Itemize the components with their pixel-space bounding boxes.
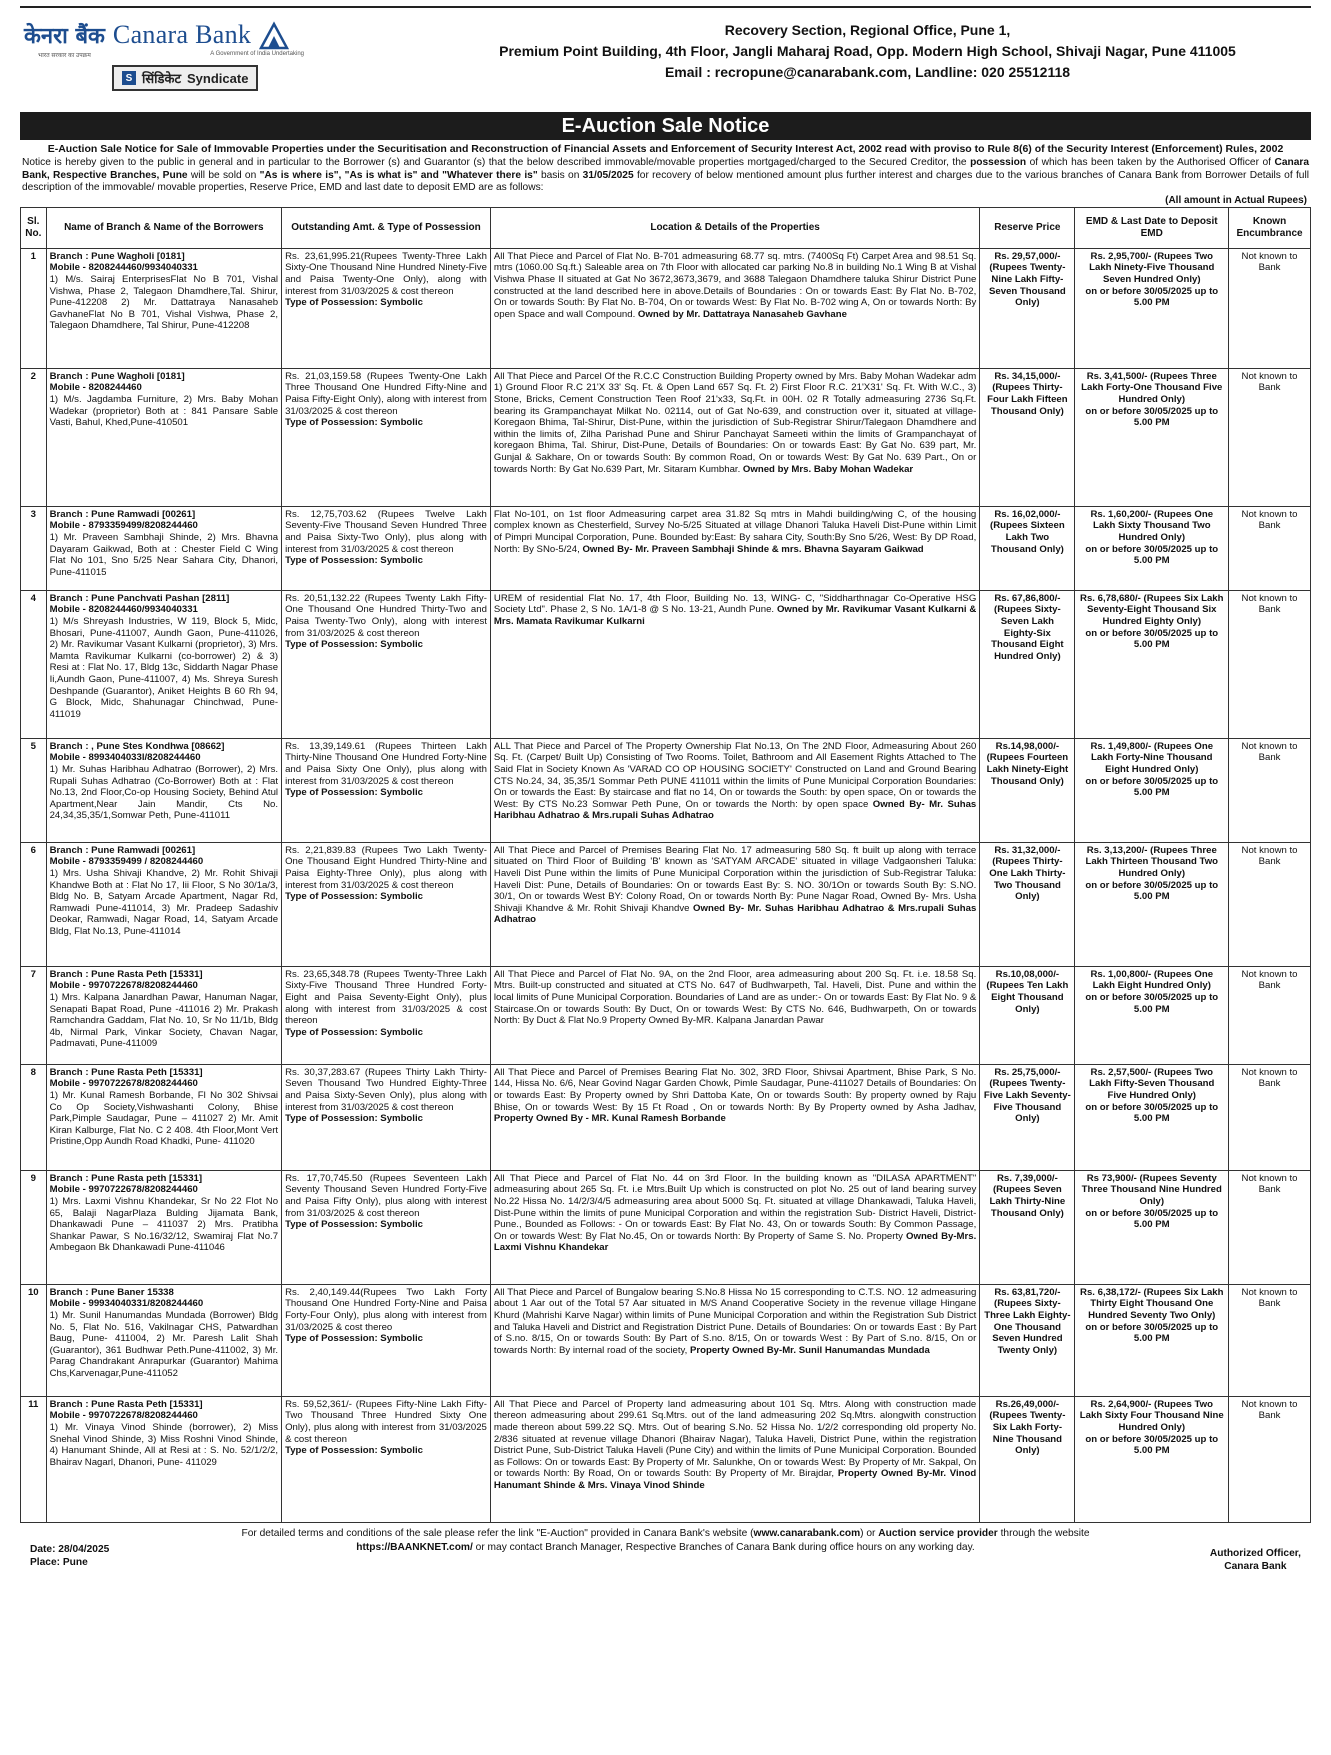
branch-name: Branch : , Pune Stes Kondhwa [08662] Mobile - 8993404033l/8208244460 — [49, 740, 225, 764]
possession-type: Type of Possession: Symbolic — [285, 1026, 423, 1038]
cell-sl: 11 — [21, 1396, 47, 1522]
outstanding-amount: Rs. 2,40,149.44(Rupees Two Lakh Forty Thousand One Hundred Forty-Nine and Paisa Forty-Four Only), plus along with interest from 31/03/2025 & cost thereo — [285, 1286, 487, 1333]
cell-reserve-price: Rs. 29,57,000/- (Rupees Twenty-Nine Lakh Fifty-Seven Thousand Only) — [980, 248, 1075, 368]
property-details: All That Piece and Parcel Of the R.C.C Construction Building Property owned by Mrs. Baby Mohan Wadekar adm 1) Ground Floor R.C 21'X 33' Sq. Ft. & Open Land 657 Sq. Ft. 2) First Floor R.C. 21'X31' Sq. Ft. With W.C., 3) Stone, Bricks, Cement Construction Teen Roof 21'x33, Sq.Ft. in 00H. 02 R Totally admeasuring 2736 Sq.Ft. bearing its Grampanchayat Milkat No. 02114, out of Gat No-639, and construction over it, situated at village-Koregaon Bhima, Tal-Shirur, Dist-Pune, within the jurisdiction of Sub-Registrar Shirur/Talegaon Dhamdhere and within the limits of, Zilha Parishad Pune and Shirur Panchayat Sameeti within the limits of Grampanchayat of koregaon Bhima, Tal. Shirur, Dist-Pune, Details of Boundaries: On or towards East: By Gat No. 639 part, Mr. Gunjal & Sakhare, On or towards South: By common Road, On or towards West: By Gat No. 639 Part., On or towards North: By Gat No.639 Part, Mr. Sitaram Kumbhar. — [493, 370, 977, 475]
borrower-details: 1) M/s. Sairaj EnterprisesFlat No B 701, Vishal Vishwa, Phase 2, Talegaon Dhamdhere,Tal. Shirur, Pune-412208 2) Mr. Dattatraya Nanasaheb GavhaneFlat No B 701, Vishal Vishwa, Phase 2, Talegaon Dhamdhere, Tal Shirur, Pune-412208 — [49, 273, 279, 332]
emd-last-date: on or before 30/05/2025 up to 5.00 PM — [1085, 405, 1219, 429]
address-line-3: Email : recropune@canarabank.com, Landline: 020 25512118 — [664, 64, 1071, 80]
cell-reserve-price: Rs. 67,86,800/- (Rupees Sixty-Seven Lakh Eighty-Six Thousand Eight Hundred Only) — [980, 590, 1075, 738]
emd-amount: Rs. 6,38,172/- (Rupees Six Lakh Thirty Eight Thousand One Hundred Seventy Two Only) — [1080, 1286, 1224, 1321]
cell-encumbrance: Not known to Bank — [1229, 842, 1311, 966]
outstanding-amount: Rs. 23,61,995.21(Rupees Twenty-Three Lakh Sixty-One Thousand Nine Hundred Ninety-Five and Paisa Twenty-One Only), along with interest from 31/03/2025 & cost thereon — [285, 250, 487, 297]
cell-branch — [46, 842, 281, 966]
table-row — [21, 1170, 1311, 1284]
borrower-details: 1) Mrs. Kalpana Janardhan Pawar, Hanuman Nagar, Senapati Bapat Road, Pune -411016 2) Mr. Prakash Ramchandra Gaddam, Flat No. 10, Sr No 11/1b, Bldg 4b, Nirmal Park, Vinkar Society, Chavan Nagar, Padmavati, Pune-411009 — [49, 991, 279, 1050]
cell-branch — [46, 966, 281, 1064]
cell-encumbrance: Not known to Bank — [1229, 506, 1311, 590]
cell-emd — [1075, 248, 1229, 368]
footer-terms: For detailed terms and conditions of the sale please refer the link "E-Auction" provided in Canara Bank's website (www.canarabank.com) or Auction service provider through the website https://BAANKNET.com/ or may contact Branch Manager, Respective Branches of Canara Bank during office hours on any working day. — [241, 1527, 1090, 1553]
property-owner: Property Owned By-Mr. Sunil Hanumandas Mundada — [689, 1344, 930, 1356]
emd-last-date: on or before 30/05/2025 up to 5.00 PM — [1085, 1433, 1219, 1457]
cell-outstanding — [282, 248, 491, 368]
header-emd: EMD & Last Date to Deposit EMD — [1075, 207, 1229, 248]
cell-branch — [46, 1064, 281, 1170]
table-row — [21, 1064, 1311, 1170]
possession-type: Type of Possession: Symbolic — [285, 1445, 423, 1457]
emd-amount: Rs. 6,78,680/- (Rupees Six Lakh Seventy-Eight Thousand Six Hundred Eighty Only) — [1080, 592, 1224, 627]
cell-branch — [46, 368, 281, 506]
branch-name: Branch : Pune Rasta Peth [15331] Mobile - 9970722678/8208244460 — [49, 1066, 203, 1090]
cell-location — [490, 966, 979, 1064]
cell-reserve-price: Rs.10,08,000/- (Rupees Ten Lakh Eight Thousand Only) — [980, 966, 1075, 1064]
cell-encumbrance: Not known to Bank — [1229, 1396, 1311, 1522]
cell-outstanding — [282, 1284, 491, 1396]
possession-type: Type of Possession: Symbolic — [285, 1113, 423, 1125]
cell-location — [490, 590, 979, 738]
branch-name: Branch : Pune Rasta Peth [15331] Mobile - 9970722678/8208244460 — [49, 968, 203, 992]
outstanding-amount: Rs. 2,21,839.83 (Rupees Two Lakh Twenty-One Thousand Eight Hundred Thirty-Nine and Paisa Eighty-Three Only), plus along with interest from 31/03/2025 & cost thereon — [285, 844, 487, 891]
bank-website-link[interactable]: www.canarabank.com — [753, 1527, 861, 1539]
possession-type: Type of Possession: Symbolic — [285, 555, 423, 567]
table-row — [21, 506, 1311, 590]
cell-emd — [1075, 738, 1229, 842]
cell-outstanding — [282, 368, 491, 506]
cell-encumbrance: Not known to Bank — [1229, 738, 1311, 842]
emd-last-date: on or before 30/05/2025 up to 5.00 PM — [1085, 285, 1219, 309]
borrower-details: 1) Mr. Sunil Hanumandas Mundada (Borrower) Bldg No. 5, Flat No. 516, Vakilnagar CHS, Patwardhan Baug, Pune- 411004, 2) Mr. Paresh Lalit Shah (Guarantor), 361 Budhwar Peth.Pune-411002, 3) Mr. Parag Chandrakant Anrapurkar (Guarantor) Mahima Chs,Karvenagar,Pune-411052 — [49, 1309, 279, 1379]
borrower-details: 1) Mr. Praveen Sambhaji Shinde, 2) Mrs. Bhavna Dayaram Gaikwad, Both at : Chester Field C Wing Flat No 101, Sno 5/25 Near Sahara City, Dhanori, Pune-411015 — [49, 531, 279, 578]
cell-location — [490, 738, 979, 842]
table-row — [21, 590, 1311, 738]
possession-type: Type of Possession: Symbolic — [285, 639, 423, 651]
property-details: All That Piece and Parcel of Property land admeasuring about 101 Sq. Mtrs. Along with construction made thereon admeasuring about 299.61 Sq.Mtrs. out of the land admeasuring 202 Sq.Mtrs. alongwith construction made thereon about 599.22 SQ. Mtrs. Out of bearing S.No. 52 Hissa No. 1/2/2 corresponding old property No. 2/836 situated at revenue village Dhanori (Bhairav Nagar), Taluka Haveli, District Pune, within the registration District Pune, Sub-District Taluka Haveli (Pune City) and within the limits of Pune Municipal Corporation. Bounded as Follows: On or towards East: By Property of Mr. Salunkhe, On or towards West: By Property of Mr. Sakpal, On or towards North: By Road, On or towards South: By Property of Mr. Birajdar, — [493, 1398, 977, 1480]
header-sl: Sl. No. — [21, 207, 47, 248]
notice-date: Date: 28/04/2025 — [30, 1543, 110, 1555]
emd-last-date: on or before 30/05/2025 up to 5.00 PM — [1085, 775, 1219, 799]
borrower-details: 1) M/s Shreyash Industries, W 119, Block 5, Midc, Bhosari, Pune-411007, Aundh Gaon, Pune-411026, 2) Mr. Ravikumar Vasant Kulkarni (proprietor), 3) Mrs. Mamta Ravikumar Kulkarni (co-borrower) 2) & 3) Resi at : Flat No. 17, Bldg 13c, Siddarth Nagar Phase Ii,Aundh Gaon, Pune-411007, 4) Ms. Shreya Suresh Deshpande (Guarantor), Aniket Heights B 60 Rh 94, G Block, Midc, Shahunagar Chinchwad, Pune-411019 — [49, 615, 279, 720]
property-owner: Owned by Mr. Dattatraya Nanasaheb Gavhane — [637, 308, 847, 320]
emd-last-date: on or before 30/05/2025 up to 5.00 PM — [1085, 543, 1219, 567]
branch-name: Branch : Pune Panchvati Pashan [2811] Mobile - 8208244460/9934040331 — [49, 592, 230, 616]
cell-location — [490, 1064, 979, 1170]
bank-name-english: Canara Bank — [112, 20, 252, 49]
outstanding-amount: Rs. 23,65,348.78 (Rupees Twenty-Three Lakh Sixty-Five Thousand Three Hundred Forty-Eight and Paisa Seventy-Eight Only), plus along with interest from 31/03/2025 & cost thereon — [285, 968, 487, 1027]
header-outstanding: Outstanding Amt. & Type of Possession — [282, 207, 491, 248]
property-details: All That Piece and Parcel of Premises Bearing Flat No. 302, 3RD Floor, Shivsai Apartment, Bhise Park, S No. 144, Hissa No. 6/6, Near Govind Nagar Garden Chowk, Pimle Saudagar, Pune-411027 Details of Boundaries: On or towards East: By Property owned by Shri Dattoba Kate, On or towards South: By property owned by Raju Bhise, On or towards West: By 15 Ft Road , On or towards North: By By Property owned by Asha Jadhav, — [493, 1066, 977, 1113]
outstanding-amount: Rs. 17,70,745.50 (Rupees Seventeen Lakh Seventy Thousand Seven Hundred Forty-Five and Paisa Fifty Only), plus along with interest from 31/03/2025 & cost thereon — [285, 1172, 487, 1219]
cell-reserve-price: Rs. 34,15,000/- (Rupees Thirty-Four Lakh Fifteen Thousand Only) — [980, 368, 1075, 506]
cell-outstanding — [282, 506, 491, 590]
cell-reserve-price: Rs. 25,75,000/- (Rupees Twenty-Five Lakh Seventy-Five Thousand Only) — [980, 1064, 1075, 1170]
cell-branch — [46, 1396, 281, 1522]
cell-sl: 8 — [21, 1064, 47, 1170]
possession-type: Type of Possession: Symbolic — [285, 787, 423, 799]
cell-encumbrance: Not known to Bank — [1229, 1284, 1311, 1396]
emd-amount: Rs. 1,60,200/- (Rupees One Lakh Sixty Thousand Two Hundred Only) — [1090, 508, 1214, 543]
bank-name-hindi: केनरा बैंक — [24, 24, 105, 49]
property-owner: Owned By-Mrs. Laxmi Vishnu Khandekar — [493, 1230, 977, 1254]
cell-reserve-price: Rs.14,98,000/- (Rupees Fourteen Lakh Ninety-Eight Thousand Only) — [980, 738, 1075, 842]
branch-name: Branch : Pune Baner 15338 Mobile - 99934040331/8208244460 — [49, 1286, 204, 1310]
property-details: Flat No-101, on 1st floor Admeasuring carpet area 31.82 Sq mtrs in Mahdi building/wing C, of the housing complex known as Chesterfield, Survey No-5/25 Situated at village Dhanori Taluka Haveli Dist-Pune within Limit of Pimpri Muncipal Corporation, Pune. Bounded by:East: By sahara City, South:By Sno 5/26, West: By DP Road, North: By SNo-5/24, — [493, 508, 977, 555]
cell-reserve-price: Rs. 63,81,720/- (Rupees Sixty-Three Lakh Eighty-One Thousand Seven Hundred Twenty Only) — [980, 1284, 1075, 1396]
outstanding-amount: Rs. 13,39,149.61 (Rupees Thirteen Lakh Thirty-Nine Thousand One Hundred Forty-Nine and Paisa Sixty One Only), plus along with interest from 31/03/2025 & cost thereon — [285, 740, 487, 787]
notice-place: Place: Pune — [30, 1556, 88, 1568]
emd-amount: Rs. 1,49,800/- (Rupees One Lakh Forty-Nine Thousand Eight Hundred Only) — [1090, 740, 1214, 775]
property-owner: Owned By- Mr. Suhas Haribhau Adhatrao & Mrs.rupali Suhas Adhatrao — [493, 902, 977, 926]
emd-amount: Rs. 2,95,700/- (Rupees Two Lakh Ninety-Five Thousand Seven Hundred Only) — [1089, 250, 1215, 285]
date-place — [30, 1543, 109, 1569]
cell-branch — [46, 248, 281, 368]
syndicate-badge — [112, 65, 258, 91]
cell-sl: 3 — [21, 506, 47, 590]
table-row — [21, 738, 1311, 842]
notice-subtitle: E-Auction Sale Notice for Sale of Immovable Properties under the Securitisation and Reconstruction of Financial Assets and Enforcement of Security Interest Act, 2002 read with proviso to Rule 8(6) of the Security Interest (Enforcement) Rules, 2002 — [47, 143, 1284, 155]
cell-sl: 4 — [21, 590, 47, 738]
possession-type: Type of Possession: Symbolic — [285, 297, 423, 309]
office-address — [324, 20, 1321, 83]
cell-reserve-price: Rs. 16,02,000/- (Rupees Sixteen Lakh Two Thousand Only) — [980, 506, 1075, 590]
header-reserve: Reserve Price — [980, 207, 1075, 248]
signatory-bank: Canara Bank — [1224, 1560, 1287, 1572]
cell-reserve-price: Rs.26,49,000/- (Rupees Twenty-Six Lakh Forty-Nine Thousand Only) — [980, 1396, 1075, 1522]
table-row — [21, 1396, 1311, 1522]
borrower-details: 1) Mr. Kunal Ramesh Borbande, Fl No 302 Shivsai Co Op Society,Vishwashanti Colony, Bhise Park,Pimple Saudagar, Pune – 411027 2) Mr. Amit Kiran Kalburge, Flat No. C 2 408. 4th Floor,Mont Vert Pristine,Opp Aundh Road Khadki, Pune- 411020 — [49, 1089, 279, 1148]
property-details: ALL That Piece and Parcel of The Property Ownership Flat No.13, On The 2ND Floor, Admeasuring About 260 Sq. Ft. (Carpet/ Built Up) Consisting of Two Rooms. Toilet, Bathroom and All Easement Rights Attached to The Said Flat in Society Known As 'VARAD CO OP HOUSING SOCIETY' Constructed on Land and Ground Bearing CTS No.24, 34, 35,35/1 Sommar Peth PUNE 411011 within the limits of Pune Municipal Corporation Boundaries: On or towards the East: By staircase and flat no 14, On or towards the South: by open space, On or towards the West: By CTS No.23 Somwar Peth Pune, On or towards the North: by open space — [493, 740, 977, 810]
auction-notice-page — [10, 0, 1321, 1587]
cell-emd — [1075, 842, 1229, 966]
borrower-details: 1) Mrs. Laxmi Vishnu Khandekar, Sr No 22 Flot No 65, Balaji NagarPlaza Bulding Jijamata Bank, Dhankawadi Pune – 411037 2) Mrs. Pratibha Shankar Pawar, S No.16/32/12, Swamiraj Flat No.7 Ambegaon Bk Dhankawadi Pune-411046 — [49, 1195, 279, 1254]
address-line-2: Premium Point Building, 4th Floor, Jangli Maharaj Road, Opp. Modern High School, Shivaji Nagar, Pune 411005 — [499, 43, 1236, 59]
canara-logo-icon — [259, 20, 289, 50]
outstanding-amount: Rs. 30,37,283.67 (Rupees Thirty Lakh Thirty-Seven Thousand Two Hundred Eighty-Three and Paisa Sixty-Seven Only), plus along with interest from 31/03/2025 & cost thereon — [285, 1066, 487, 1113]
cell-emd — [1075, 368, 1229, 506]
header-encumbrance: Known Encumbrance — [1229, 207, 1311, 248]
cell-location — [490, 1396, 979, 1522]
authorized-officer: Authorized Officer, — [1209, 1547, 1301, 1559]
cell-sl: 9 — [21, 1170, 47, 1284]
emd-amount: Rs 73,900/- (Rupees Seventy Three Thousand Nine Hundred Only) — [1081, 1172, 1222, 1207]
cell-encumbrance: Not known to Bank — [1229, 248, 1311, 368]
property-details: All That Piece and Parcel of Premises Bearing Flat No. 17 admeasuring 580 Sq. ft built up along with terrace situated on Third Floor of Building 'B' known as 'SATYAM ARCADE' situated in village Vadgaonsheri Taluka: Haveli Dist Pune within the limits of Pune Municipal Corporation within the jurisdiction of Sub-Registrar Taluka: Haveli Dist: Pune, Details of Boundaries: On or towards East By: S. NO. 30/1On or towards South By: S.NO. 30/1, On or towards West BY: Colony Road, On or towards North By: Pune Nagar Road, Owned By- Mrs. Usha Shivaji Khandve & Mr. Rohit Shivaji Khandve — [493, 844, 977, 914]
cell-branch — [46, 1284, 281, 1396]
possession-type: Type of Possession: Symbolic — [285, 1219, 423, 1231]
cell-outstanding — [282, 842, 491, 966]
cell-sl: 6 — [21, 842, 47, 966]
property-details: All That Piece and Parcel of Flat No. B-701 admeasuring 68.77 sq. mtrs. (7400Sq Ft) Carpet Area and 98.51 Sq. mtrs (1060.00 Sq.ft.) Saleable area on 7th Floor with allocated car parking No.8 in building No.1 Wing B at Vishal Vishwa Phase II situated at Gat No 3672,3673,3679, and 3688 Talegaon Dhamdhere taluka Shirur District Pune constructed at the land described here in above.Details of Boundaries : On or towards East: By Flat No. B-702, On or towards South: By Flat No. B-704, On or towards West: By Flat No. B-702 wing A, On or towards North: By open Space and wall Compound. — [493, 250, 977, 320]
emd-amount: Rs. 1,00,800/- (Rupees One Lakh Eight Hundred Only) — [1090, 968, 1214, 992]
cell-emd — [1075, 1170, 1229, 1284]
branch-name: Branch : Pune Wagholi [0181] Mobile - 8208244460 — [49, 370, 185, 394]
outstanding-amount: Rs. 59,52,361/- (Rupees Fifty-Nine Lakh Fifty-Two Thousand Three Hundred Sixty One Only), plus along with interest from 31/03/2025 & cost thereon — [285, 1398, 487, 1445]
cell-emd — [1075, 590, 1229, 738]
emd-last-date: on or before 30/05/2025 up to 5.00 PM — [1085, 1321, 1219, 1345]
notice-paragraph: Notice is hereby given to the public in general and in particular to the Borrower (s) and Guarantor (s) that the below described immovable/movable properties mortgaged/charged to the Secured Creditor, the possession of which has been taken by the Authorised Officer of Canara Bank, Respective Branches, Pune will be sold on "As is where is", "As is what is" and "Whatever there is" basis on 31/05/2025 for recovery of below mentioned amount plus further interest and charges due to the various branches of Canara Bank from Borrower Details of full description of the immovable/ movable properties, Reserve Price, EMD and last date to deposit EMD are as follows: — [22, 157, 1310, 194]
property-owner: Owned By- Mr. Praveen Sambhaji Shinde & mrs. Bhavna Sayaram Gaikwad — [582, 543, 924, 555]
branch-name: Branch : Pune Ramwadi [00261] Mobile - 8793359499 / 8208244460 — [49, 844, 204, 868]
branch-name: Branch : Pune Rasta Peth [15331] Mobile - 9970722678/8208244460 — [49, 1398, 203, 1422]
borrower-details: 1) Mr. Suhas Haribhau Adhatrao (Borrower), 2) Mrs. Rupali Suhas Adhatrao (Co-Borrower) Both at : Flat No.13, 2nd Floor,Co-op Housing Society, Behind Atul Apartment,Near Jain Mandir, Cts No. 24,34,35,35/1,Somwar Peth, Pune-411011 — [49, 763, 279, 822]
property-owner: Property Owned By - MR. Kunal Ramesh Borbande — [493, 1113, 726, 1125]
bank-logo — [24, 20, 324, 91]
borrower-details: 1) M/s. Jagdamba Furniture, 2) Mrs. Baby Mohan Wadekar (proprietor) Both at : 841 Pansare Sable Vasti, Bahul, Khed,Pune-410501 — [49, 393, 279, 429]
cell-branch — [46, 506, 281, 590]
cell-emd — [1075, 1284, 1229, 1396]
properties-table — [20, 207, 1311, 1523]
cell-emd — [1075, 506, 1229, 590]
cell-outstanding — [282, 1170, 491, 1284]
emd-amount: Rs. 3,13,200/- (Rupees Three Lakh Thirteen Thousand Two Hundred Only) — [1085, 844, 1219, 879]
cell-reserve-price: Rs. 7,39,000/- (Rupees Seven Lakh Thirty-Nine Thousand Only) — [980, 1170, 1075, 1284]
emd-last-date: on or before 30/05/2025 up to 5.00 PM — [1085, 879, 1219, 903]
emd-amount: Rs. 2,64,900/- (Rupees Two Lakh Sixty Four Thousand Nine Hundred Only) — [1079, 1398, 1224, 1433]
cell-sl: 2 — [21, 368, 47, 506]
cell-sl: 7 — [21, 966, 47, 1064]
possession-type: Type of Possession: Symbolic — [285, 1333, 423, 1345]
cell-location — [490, 842, 979, 966]
amount-note: (All amount in Actual Rupees) — [1165, 194, 1307, 206]
branch-name: Branch : Pune Ramwadi [00261] Mobile - 8793359499/8208244460 — [49, 508, 198, 532]
cell-sl: 10 — [21, 1284, 47, 1396]
emd-last-date: on or before 30/05/2025 up to 5.00 PM — [1085, 1101, 1219, 1125]
property-details: UREM of residential Flat No. 17, 4th Floor, Building No. 13, WING- C, "Siddharthnagar Co-Operative HSG Society Ltd". Phase 2, S No. 1A/1-8 @ S No. 13-21, Aundh Pune. — [493, 592, 977, 616]
emd-amount: Rs. 3,41,500/- (Rupees Three Lakh Forty-One Thousand Five Hundred Only) — [1081, 370, 1223, 405]
property-owner: Property Owned By-Mr. Vinod Hanumant Shinde & Mrs. Vinaya Vinod Shinde — [493, 1468, 977, 1491]
signatory — [1210, 1547, 1301, 1573]
property-details: All That Piece and Parcel of Flat No. 9A, on the 2nd Floor, area admeasuring about 200 Sq. Ft. i.e. 18.58 Sq. Mtrs. Built-up constructed and situated at CTS No. 647 of Budhwarpeth, Tal. Haveli, Dist. Pune and within the local limits of Pune Municipal Corporation. Boundaries of Land are as under:- On or towards East: By Flat No. 9 & Staircase.On or towards South: By Duct, On or towards West: By CTS No. 646, Budhwarpeth, On or towards North: By Duct & Flat No.9 Property Owned By-MR. Kalpana Janardan Pawar — [493, 968, 977, 1027]
possession-type: Type of Possession: Symbolic — [285, 891, 423, 903]
cell-encumbrance: Not known to Bank — [1229, 966, 1311, 1064]
tagline-hindi: भारत सरकार का उपक्रम — [38, 53, 91, 59]
branch-name: Branch : Pune Rasta peth [15331] Mobile - 9970722678/8208244460 — [49, 1172, 203, 1196]
syndicate-english: Syndicate — [187, 70, 249, 86]
table-header-row — [21, 207, 1311, 248]
baanknet-link[interactable]: https://BAANKNET.com/ — [356, 1541, 473, 1553]
property-details: All That Piece and Parcel of Flat No. 44 on 3rd Floor. In the building known as "DILASA APARTMENT" admeasuring about 265 Sq. Ft. i.e Mtrs.Built Up which is constructed on plot No. 25 out of land bearing survey No.22 Hissa No. 14/2/3/4/5 admeasuring area about 5000 Sq. Ft. situated at village Dhankawadi, Taluka Haveli, Dist-Pune within the limits of pune Municipal Corporation and within the registration Sub- District Haveli, District- Pune., Bounded as Follows: - On or towards East: By Flat No. 43, On or towards South: By Common Passage, On or towards West: By Flat No.45, On or towards North: By Property of Same S. No. Property — [493, 1172, 977, 1242]
cell-branch — [46, 590, 281, 738]
cell-location — [490, 248, 979, 368]
cell-location — [490, 1284, 979, 1396]
syndicate-logo-icon: S — [122, 71, 136, 85]
table-row — [21, 966, 1311, 1064]
table-row — [21, 248, 1311, 368]
cell-outstanding — [282, 590, 491, 738]
syndicate-hindi: सिंडिकेट — [142, 71, 182, 86]
table-row — [21, 1284, 1311, 1396]
emd-last-date: on or before 30/05/2025 up to 5.00 PM — [1085, 1207, 1219, 1231]
outstanding-amount: Rs. 20,51,132.22 (Rupees Twenty Lakh Fifty-One Thousand One Hundred Thirty-Two and Paisa Twenty-Two Only), along with interest from 31/03/2025 & cost thereon — [285, 592, 487, 639]
cell-emd — [1075, 1064, 1229, 1170]
cell-outstanding — [282, 1396, 491, 1522]
possession-type: Type of Possession: Symbolic — [285, 417, 423, 429]
header-location: Location & Details of the Properties — [490, 207, 979, 248]
cell-location — [490, 506, 979, 590]
cell-emd — [1075, 966, 1229, 1064]
header-branch: Name of Branch & Name of the Borrowers — [46, 207, 281, 248]
property-owner: Owned By- Mr. Suhas Haribhau Adhatrao & Mrs.rupali Suhas Adhatrao — [493, 798, 977, 822]
borrower-details: 1) Mrs. Usha Shivaji Khandve, 2) Mr. Rohit Shivaji Khandwe Both at : Flat No 17, Iii Floor, S No 30/1a/3, Bldg No. B, Satyam Arcade Apartment, Nagar Rd, Ramwadi Pune-411014, 3) Mr. Pradeep Sadashiv Deokar, Ramwadi, Nagar Road, 14, Satyam Arcade Bldg, Flat No.13, Pune-411014 — [49, 867, 279, 937]
outstanding-amount: Rs. 12,75,703.62 (Rupees Twelve Lakh Seventy-Five Thousand Seven Hundred Three and Paisa Sixty-Two Only), plus along with interest from 31/03/2025 & cost thereon — [285, 508, 487, 555]
cell-emd — [1075, 1396, 1229, 1522]
cell-outstanding — [282, 1064, 491, 1170]
footer — [20, 1523, 1311, 1587]
cell-reserve-price: Rs. 31,32,000/- (Rupees Thirty-One Lakh Thirty-Two Thousand Only) — [980, 842, 1075, 966]
cell-branch — [46, 738, 281, 842]
cell-encumbrance: Not known to Bank — [1229, 590, 1311, 738]
property-owner: Owned by Mrs. Baby Mohan Wadekar — [742, 463, 914, 475]
notice-title: E-Auction Sale Notice — [20, 112, 1311, 140]
property-owner: Owned by Mr. Ravikumar Vasant Kulkarni & Mrs. Mamata Ravikumar Kulkarni — [493, 604, 977, 627]
cell-sl: 1 — [21, 248, 47, 368]
emd-last-date: on or before 30/05/2025 up to 5.00 PM — [1085, 991, 1219, 1015]
property-details: All That Piece and Parcel of Bungalow bearing S.No.8 Hissa No 15 corresponding to C.T.S. NO. 12 admeasuring about 1 Aar out of the Total 57 Aar situated in M/S Anand Cooperative Society in the revenue village Hingane Khurd (Mahrishi Karve Nagar) within limits of Pune Municipal Corporation and within the Registration Sub District and Taluka Haveli and District and Registration District Pune. Details of Boundaries: On or towards East : By Part of S.no. 8/15, On or towards South: By Part of S.no. 8/15, On or towards West : By Part of S.no. 8/15, On or towards North: By internal road of the society, — [493, 1286, 977, 1356]
branch-name: Branch : Pune Wagholi [0181] Mobile - 8208244460/9934040331 — [49, 250, 198, 274]
cell-branch — [46, 1170, 281, 1284]
tagline-english: A Government of India Undertaking — [210, 51, 304, 57]
header — [10, 8, 1321, 112]
emd-last-date: on or before 30/05/2025 up to 5.00 PM — [1085, 627, 1219, 651]
borrower-details: 1) Mr. Vinaya Vinod Shinde (borrower), 2) Miss Snehal Vinod Shinde, 3) Miss Roshni Vinod Shinde, 4) Hanumant Shinde, All at Resi at : S. No. 52/1/2/2, Bhairav Nagarl, Dhanori, Pune- 411029 — [49, 1421, 279, 1468]
cell-encumbrance: Not known to Bank — [1229, 368, 1311, 506]
cell-encumbrance: Not known to Bank — [1229, 1170, 1311, 1284]
emd-amount: Rs. 2,57,500/- (Rupees Two Lakh Fifty-Seven Thousand Five Hundred Only) — [1089, 1066, 1215, 1101]
cell-sl: 5 — [21, 738, 47, 842]
table-row — [21, 368, 1311, 506]
cell-encumbrance: Not known to Bank — [1229, 1064, 1311, 1170]
cell-outstanding — [282, 738, 491, 842]
cell-location — [490, 1170, 979, 1284]
outstanding-amount: Rs. 21,03,159.58 (Rupees Twenty-One Lakh Three Thousand One Hundred Fifty-Nine and Paisa Fifty-Eight Only), along with interest from 31/03/2025 & cost thereon — [285, 370, 487, 417]
table-row — [21, 842, 1311, 966]
address-line-1: Recovery Section, Regional Office, Pune 1, — [724, 22, 1011, 38]
cell-outstanding — [282, 966, 491, 1064]
cell-location — [490, 368, 979, 506]
